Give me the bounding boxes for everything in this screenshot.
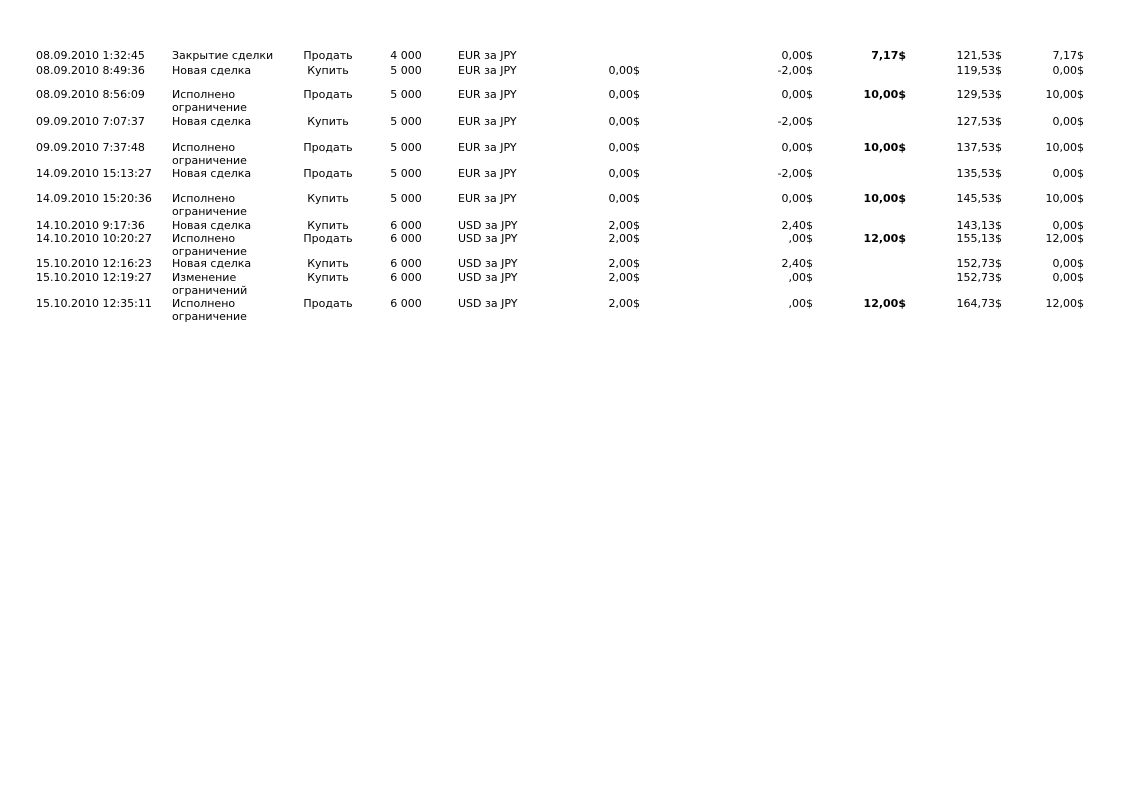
cell-result: 10,00$ bbox=[1045, 192, 1084, 205]
cell-type: Новая сделка bbox=[172, 257, 252, 270]
cell-quantity: 5 000 bbox=[390, 167, 422, 180]
cell-fee-1: 0,00$ bbox=[608, 88, 640, 101]
cell-profit: 10,00$ bbox=[863, 141, 906, 154]
cell-pair: EUR за JPY bbox=[458, 141, 517, 154]
cell-side: Продать bbox=[303, 141, 353, 154]
cell-profit: 10,00$ bbox=[863, 192, 906, 205]
cell-fee-2: 0,00$ bbox=[781, 49, 813, 62]
cell-fee-2: 0,00$ bbox=[781, 141, 813, 154]
cell-pair: USD за JPY bbox=[458, 297, 518, 310]
cell-pair: USD за JPY bbox=[458, 232, 518, 245]
cell-result: 10,00$ bbox=[1045, 88, 1084, 101]
cell-fee-1: 0,00$ bbox=[608, 167, 640, 180]
cell-fee-1: 0,00$ bbox=[608, 192, 640, 205]
cell-date: 08.09.2010 1:32:45 bbox=[36, 49, 145, 62]
cell-quantity: 5 000 bbox=[390, 115, 422, 128]
cell-type: Исполнено ограничение bbox=[172, 192, 247, 218]
cell-date: 14.09.2010 15:20:36 bbox=[36, 192, 152, 205]
cell-balance: 145,53$ bbox=[956, 192, 1002, 205]
cell-date: 09.09.2010 7:37:48 bbox=[36, 141, 145, 154]
cell-type: Исполнено ограничение bbox=[172, 232, 247, 258]
cell-type: Исполнено ограничение bbox=[172, 141, 247, 167]
cell-type: Новая сделка bbox=[172, 219, 252, 232]
cell-balance: 121,53$ bbox=[956, 49, 1002, 62]
cell-balance: 164,73$ bbox=[956, 297, 1002, 310]
cell-type: Закрытие сделки bbox=[172, 49, 274, 62]
cell-balance: 152,73$ bbox=[956, 257, 1002, 270]
cell-date: 14.10.2010 9:17:36 bbox=[36, 219, 145, 232]
cell-fee-1: 2,00$ bbox=[608, 271, 640, 284]
cell-pair: EUR за JPY bbox=[458, 115, 517, 128]
cell-date: 15.10.2010 12:16:23 bbox=[36, 257, 152, 270]
cell-profit: 10,00$ bbox=[863, 88, 906, 101]
cell-pair: EUR за JPY bbox=[458, 64, 517, 77]
cell-quantity: 5 000 bbox=[390, 88, 422, 101]
cell-fee-1: 2,00$ bbox=[608, 232, 640, 245]
cell-fee-2: -2,00$ bbox=[777, 115, 813, 128]
cell-date: 08.09.2010 8:56:09 bbox=[36, 88, 145, 101]
cell-result: 10,00$ bbox=[1045, 141, 1084, 154]
cell-side: Купить bbox=[307, 271, 349, 284]
cell-balance: 129,53$ bbox=[956, 88, 1002, 101]
cell-side: Продать bbox=[303, 49, 353, 62]
cell-type: Новая сделка bbox=[172, 115, 252, 128]
cell-profit: 7,17$ bbox=[871, 49, 906, 62]
cell-quantity: 6 000 bbox=[390, 219, 422, 232]
cell-fee-2: ,00$ bbox=[788, 271, 813, 284]
cell-type: Исполнено ограничение bbox=[172, 297, 247, 323]
cell-date: 09.09.2010 7:07:37 bbox=[36, 115, 145, 128]
cell-balance: 155,13$ bbox=[956, 232, 1002, 245]
cell-quantity: 4 000 bbox=[390, 49, 422, 62]
cell-quantity: 6 000 bbox=[390, 232, 422, 245]
cell-quantity: 5 000 bbox=[390, 64, 422, 77]
cell-fee-1: 2,00$ bbox=[608, 297, 640, 310]
cell-type: Изменение ограничений bbox=[172, 271, 248, 297]
cell-pair: USD за JPY bbox=[458, 257, 518, 270]
cell-pair: USD за JPY bbox=[458, 219, 518, 232]
cell-date: 14.09.2010 15:13:27 bbox=[36, 167, 152, 180]
cell-type: Новая сделка bbox=[172, 167, 252, 180]
cell-date: 15.10.2010 12:19:27 bbox=[36, 271, 152, 284]
cell-result: 12,00$ bbox=[1045, 297, 1084, 310]
cell-pair: USD за JPY bbox=[458, 271, 518, 284]
cell-result: 0,00$ bbox=[1052, 271, 1084, 284]
cell-pair: EUR за JPY bbox=[458, 167, 517, 180]
cell-result: 0,00$ bbox=[1052, 64, 1084, 77]
cell-fee-1: 2,00$ bbox=[608, 219, 640, 232]
cell-fee-2: -2,00$ bbox=[777, 167, 813, 180]
cell-side: Продать bbox=[303, 297, 353, 310]
cell-side: Продать bbox=[303, 88, 353, 101]
cell-balance: 127,53$ bbox=[956, 115, 1002, 128]
cell-result: 0,00$ bbox=[1052, 115, 1084, 128]
cell-side: Продать bbox=[303, 167, 353, 180]
cell-result: 0,00$ bbox=[1052, 219, 1084, 232]
cell-side: Купить bbox=[307, 219, 349, 232]
cell-profit: 12,00$ bbox=[863, 232, 906, 245]
cell-result: 7,17$ bbox=[1052, 49, 1084, 62]
cell-fee-2: ,00$ bbox=[788, 232, 813, 245]
cell-fee-2: ,00$ bbox=[788, 297, 813, 310]
cell-side: Купить bbox=[307, 192, 349, 205]
cell-balance: 119,53$ bbox=[956, 64, 1002, 77]
cell-type: Исполнено ограничение bbox=[172, 88, 247, 114]
cell-fee-2: 0,00$ bbox=[781, 88, 813, 101]
cell-quantity: 6 000 bbox=[390, 257, 422, 270]
cell-quantity: 5 000 bbox=[390, 192, 422, 205]
cell-date: 14.10.2010 10:20:27 bbox=[36, 232, 152, 245]
cell-fee-2: 0,00$ bbox=[781, 192, 813, 205]
cell-date: 15.10.2010 12:35:11 bbox=[36, 297, 152, 310]
cell-fee-1: 0,00$ bbox=[608, 64, 640, 77]
cell-fee-2: 2,40$ bbox=[781, 257, 813, 270]
cell-fee-1: 2,00$ bbox=[608, 257, 640, 270]
cell-quantity: 5 000 bbox=[390, 141, 422, 154]
cell-balance: 135,53$ bbox=[956, 167, 1002, 180]
cell-result: 0,00$ bbox=[1052, 167, 1084, 180]
cell-balance: 152,73$ bbox=[956, 271, 1002, 284]
cell-fee-2: -2,00$ bbox=[777, 64, 813, 77]
cell-side: Купить bbox=[307, 64, 349, 77]
cell-profit: 12,00$ bbox=[863, 297, 906, 310]
cell-fee-1: 0,00$ bbox=[608, 115, 640, 128]
cell-side: Купить bbox=[307, 257, 349, 270]
cell-quantity: 6 000 bbox=[390, 297, 422, 310]
cell-date: 08.09.2010 8:49:36 bbox=[36, 64, 145, 77]
cell-pair: EUR за JPY bbox=[458, 49, 517, 62]
cell-fee-1: 0,00$ bbox=[608, 141, 640, 154]
cell-side: Продать bbox=[303, 232, 353, 245]
cell-balance: 143,13$ bbox=[956, 219, 1002, 232]
cell-quantity: 6 000 bbox=[390, 271, 422, 284]
cell-pair: EUR за JPY bbox=[458, 192, 517, 205]
cell-balance: 137,53$ bbox=[956, 141, 1002, 154]
cell-result: 12,00$ bbox=[1045, 232, 1084, 245]
cell-type: Новая сделка bbox=[172, 64, 252, 77]
cell-fee-2: 2,40$ bbox=[781, 219, 813, 232]
cell-result: 0,00$ bbox=[1052, 257, 1084, 270]
cell-pair: EUR за JPY bbox=[458, 88, 517, 101]
cell-side: Купить bbox=[307, 115, 349, 128]
